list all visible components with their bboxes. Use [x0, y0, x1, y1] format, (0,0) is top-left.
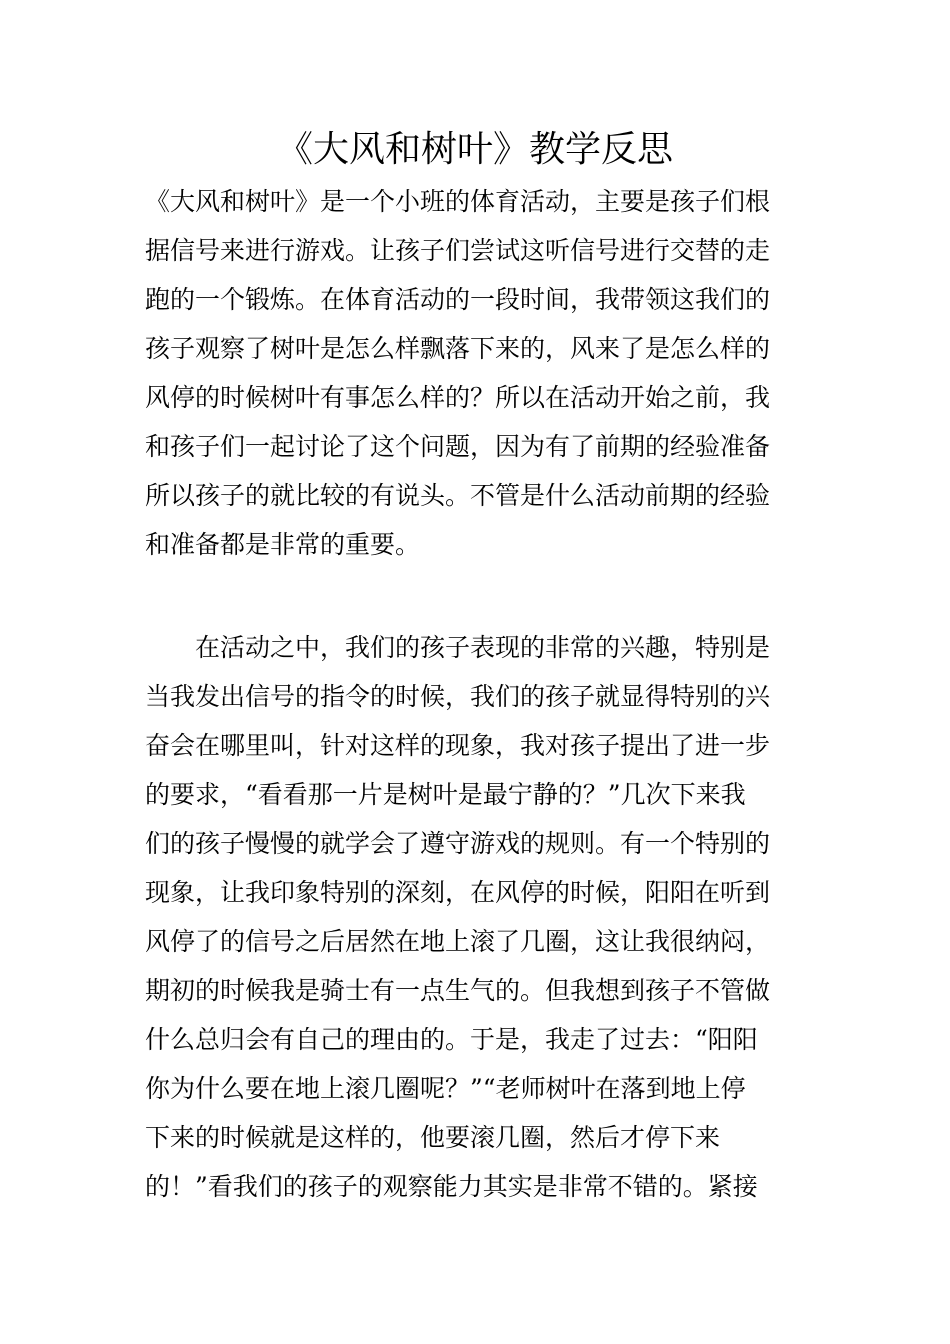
- text-line: 们的孩子慢慢的就学会了遵守游戏的规则。有一个特别的: [145, 829, 771, 858]
- text-line: 孩子观察了树叶是怎么样飘落下来的，风来了是怎么样的: [145, 334, 771, 363]
- text-line: 的要求，“看看那一片是树叶是最宁静的？”几次下来我: [145, 780, 746, 809]
- text-line: 《大风和树叶》是一个小班的体育活动，主要是孩子们根: [145, 187, 771, 216]
- text-line: 下来的时候就是这样的，他要滚几圈，然后才停下来: [145, 1123, 721, 1152]
- text-line: 的！”看我们的孩子的观察能力其实是非常不错的。紧接: [145, 1172, 758, 1201]
- text-line: 你为什么要在地上滚几圈呢？”“老师树叶在落到地上停: [145, 1074, 746, 1103]
- text-line: 据信号来进行游戏。让孩子们尝试这听信号进行交替的走: [145, 236, 771, 265]
- text-line: 风停了的信号之后居然在地上滚了几圈，这让我很纳闷，: [145, 927, 771, 956]
- text-line: 和准备都是非常的重要。: [145, 530, 421, 559]
- text-line: 所以孩子的就比较的有说头。不管是什么活动前期的经验: [145, 481, 771, 510]
- text-line: 现象，让我印象特别的深刻，在风停的时候，阳阳在听到: [145, 878, 771, 907]
- paragraph-2: [145, 623, 810, 1211]
- text-line: 奋会在哪里叫，针对这样的现象，我对孩子提出了进一步: [145, 731, 771, 760]
- text-line: 什么总归会有自己的理由的。于是，我走了过去：“阳阳: [145, 1025, 758, 1054]
- text-line: 当我发出信号的指令的时候，我们的孩子就显得特别的兴: [145, 682, 771, 711]
- text-line: 风停的时候树叶有事怎么样的？所以在活动开始之前，我: [145, 383, 771, 412]
- text-line: 跑的一个锻炼。在体育活动的一段时间，我带领这我们的: [145, 285, 771, 314]
- text-line: 和孩子们一起讨论了这个问题，因为有了前期的经验准备: [145, 432, 771, 461]
- paragraph-1: [145, 177, 810, 569]
- document-title: 《大风和树叶》教学反思: [276, 129, 673, 170]
- text-line: 在活动之中，我们的孩子表现的非常的兴趣，特别是: [145, 633, 771, 662]
- text-line: 期初的时候我是骑士有一点生气的。但我想到孩子不管做: [145, 976, 771, 1005]
